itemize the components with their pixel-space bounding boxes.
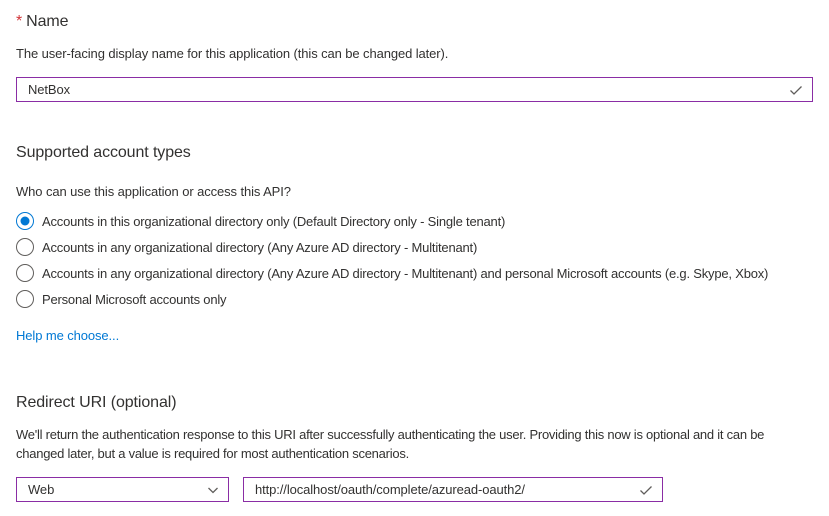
radio-button-icon[interactable]: [16, 264, 34, 282]
platform-select[interactable]: [16, 477, 229, 502]
account-type-option-label: Accounts in any organizational directory (Any Azure AD directory - Multitenant) and personal Microsoft accounts (e.g. Skype, Xbox): [42, 265, 769, 281]
required-asterisk: *: [16, 13, 23, 30]
redirect-uri-row: [16, 477, 813, 502]
radio-button-icon[interactable]: [16, 238, 34, 256]
supported-account-types-title: Supported account types: [16, 144, 191, 161]
account-type-radio-group: [16, 208, 813, 312]
name-label-text: Name: [26, 13, 69, 30]
platform-select-value: Web: [28, 482, 55, 497]
help-me-choose-link[interactable]: Help me choose...: [16, 328, 120, 343]
account-types-question: Who can use this application or access this API?: [16, 184, 291, 199]
redirect-uri-title: Redirect URI (optional): [16, 394, 177, 411]
account-type-option-personal-only[interactable]: [16, 286, 813, 312]
name-input[interactable]: [17, 78, 812, 101]
name-input-wrap: [16, 77, 813, 102]
account-type-option-label: Personal Microsoft accounts only: [42, 291, 227, 307]
name-field-label: [16, 12, 813, 32]
account-type-option-multitenant-personal[interactable]: [16, 260, 813, 286]
account-type-option-multitenant[interactable]: [16, 234, 813, 260]
redirect-uri-input[interactable]: [244, 478, 662, 501]
radio-button-icon[interactable]: [16, 290, 34, 308]
account-type-option-single-tenant[interactable]: [16, 208, 813, 234]
redirect-uri-description: We'll return the authentication response to this URI after successfully authenticating the user. Providing this now is optional and it can be changed later, but a value is required for most authentication scenarios.: [16, 427, 765, 461]
chevron-down-icon: [206, 483, 220, 497]
account-type-option-label: Accounts in any organizational directory (Any Azure AD directory - Multitenant): [42, 239, 478, 255]
radio-button-icon[interactable]: [16, 212, 34, 230]
name-description: The user-facing display name for this application (this can be changed later).: [16, 46, 449, 61]
account-type-option-label: Accounts in this organizational directory only (Default Directory only - Single tenant): [42, 213, 506, 229]
redirect-uri-input-wrap: [243, 477, 663, 502]
